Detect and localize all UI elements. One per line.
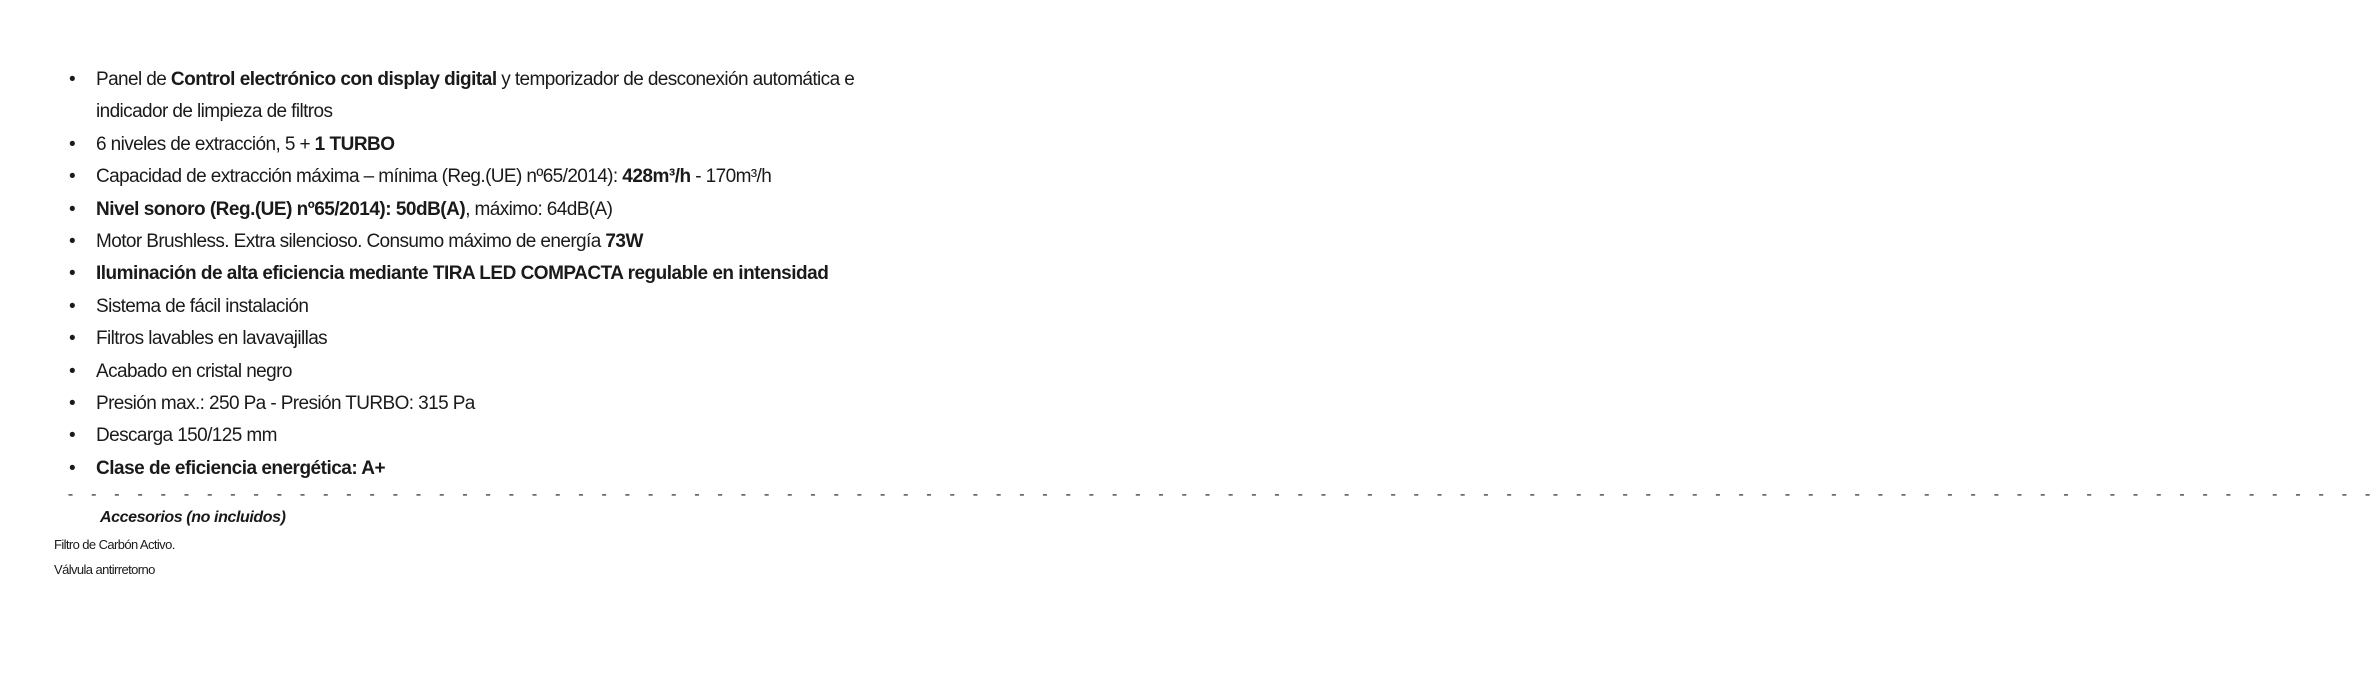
accessories-title: Accesorios (no incluidos) — [100, 509, 286, 526]
feature-text — [96, 458, 385, 479]
feature-item — [66, 161, 871, 193]
feature-text-regular: Presión max.: 250 Pa - Presión TURBO: 315 Pa — [96, 393, 475, 415]
bullet-icon: • — [68, 198, 76, 220]
bullet-icon: • — [68, 328, 76, 350]
bullet-icon: • — [68, 360, 76, 382]
accessory-item: Filtro de Carbón Activo. — [54, 537, 175, 552]
feature-item — [66, 129, 871, 161]
feature-text — [96, 393, 475, 414]
feature-text-regular: Capacidad de extracción máxima – mínima (Reg.(UE) nº65/2014): — [96, 166, 623, 188]
feature-list — [66, 64, 871, 485]
feature-text-bold: Control electrónico con display digital — [170, 69, 497, 90]
feature-text — [96, 328, 327, 349]
feature-text-bold: 73W — [605, 231, 643, 253]
feature-item — [66, 291, 871, 323]
bullet-icon: • — [68, 69, 76, 90]
feature-text-bold: 428m³/h — [622, 166, 691, 188]
feature-text-regular: Filtros lavables en lavavajillas — [96, 328, 328, 350]
feature-text — [96, 425, 277, 446]
feature-text-regular: Panel de — [96, 69, 171, 90]
feature-text — [96, 134, 395, 155]
bullet-icon: • — [68, 263, 76, 285]
feature-text-regular: Sistema de fácil instalación — [96, 295, 309, 317]
feature-text — [96, 166, 771, 187]
feature-text — [96, 296, 308, 317]
feature-text-bold: 1 TURBO — [314, 133, 395, 155]
feature-text — [96, 361, 292, 382]
feature-text — [96, 69, 854, 122]
feature-item — [66, 258, 871, 290]
bullet-icon: • — [68, 133, 76, 155]
bullet-icon: • — [68, 295, 76, 317]
feature-text-regular: Acabado en cristal negro — [96, 360, 292, 382]
feature-text-regular: Descarga 150/125 mm — [96, 425, 277, 447]
feature-item — [66, 226, 871, 258]
feature-item — [66, 194, 871, 226]
feature-item — [66, 356, 871, 388]
feature-text — [96, 263, 828, 284]
feature-text-bold: Clase de eficiencia energética: A+ — [96, 457, 386, 479]
bullet-icon: • — [68, 425, 76, 447]
feature-item — [66, 453, 871, 485]
bullet-icon: • — [68, 166, 76, 188]
feature-item — [66, 420, 871, 452]
feature-item — [66, 323, 871, 355]
feature-text-regular: Motor Brushless. Extra silencioso. Consumo máximo de energía — [96, 231, 606, 253]
bullet-icon: • — [68, 457, 76, 479]
bullet-icon: • — [68, 393, 76, 415]
feature-item — [66, 388, 871, 420]
feature-text-bold: Iluminación de alta eficiencia mediante TIRA LED COMPACTA regulable en intensidad — [96, 263, 829, 285]
feature-text-regular: 6 niveles de extracción, 5 + — [96, 133, 315, 155]
feature-text-regular: - 170m³/h — [690, 166, 772, 188]
feature-item — [66, 64, 871, 129]
dashed-divider: - - - - - - - - - - - - - - - - - - - - - - - - - - - - - - - - - - - - - - - - - - - - - - - - - - - - - - - - - - - - - - - - - - - - - - - - - - - - - - - - - - - - - - - - - - - - - - - - - - - - — [66, 487, 2375, 504]
feature-text — [96, 231, 643, 252]
bullet-icon: • — [68, 231, 76, 253]
feature-text-regular: y temporizador de desconexión automática e indicador de limpieza de filtros — [96, 69, 855, 123]
feature-text — [96, 199, 612, 220]
feature-text-bold: Nivel sonoro (Reg.(UE) nº65/2014): 50dB(A) — [96, 198, 466, 220]
accessory-item: Válvula antirretorno — [54, 562, 155, 577]
feature-text-regular: , máximo: 64dB(A) — [465, 198, 613, 220]
